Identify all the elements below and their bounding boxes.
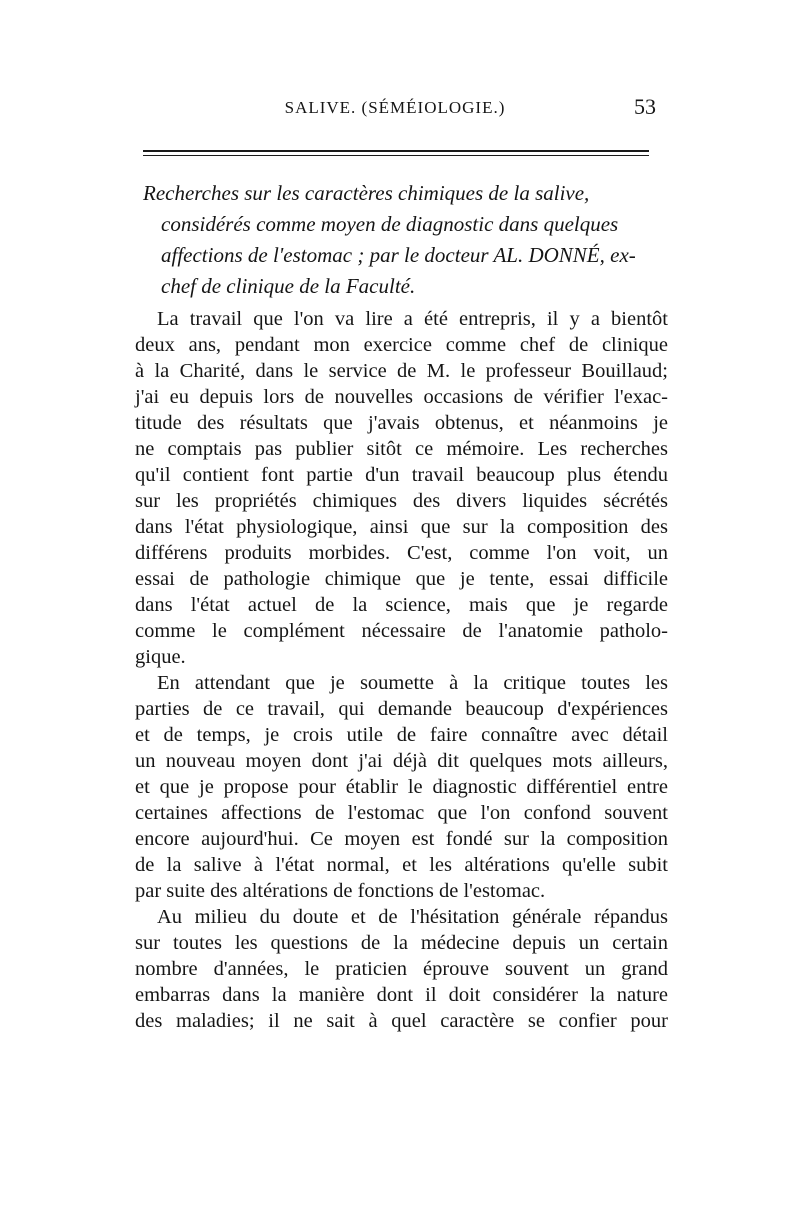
text-line: un nouveau moyen dont j'ai déjà dit quelques mots ailleurs,	[135, 750, 668, 772]
page-number: 53	[634, 94, 656, 119]
heading-line: considérés comme moyen de diagnostic dans quelques	[161, 212, 619, 236]
text-line: de la salive à l'état normal, et les altérations qu'elle subit	[135, 854, 668, 876]
text-line: ne comptais pas publier sitôt ce mémoire. Les recherches	[135, 438, 668, 460]
heading-line: Recherches sur les caractères chimiques de la salive,	[143, 181, 590, 205]
running-head	[130, 94, 660, 124]
heading-line: affections de l'estomac ; par le docteur AL. DONNÉ, ex-	[161, 243, 636, 267]
text-line: essai de pathologie chimique que je tente, essai difficile	[135, 568, 668, 590]
text-line: encore aujourd'hui. Ce moyen est fondé sur la composition	[135, 828, 668, 850]
text-line: gique.	[135, 646, 186, 668]
heading-line: chef de clinique de la Faculté.	[161, 274, 416, 298]
text-line: j'ai eu depuis lors de nouvelles occasions de vérifier l'exac-	[135, 386, 668, 408]
text-line: différens produits morbides. C'est, comme l'on voit, un	[135, 542, 668, 564]
text-line: qu'il contient font partie d'un travail beaucoup plus étendu	[135, 464, 668, 486]
text-line: embarras dans la manière dont il doit considérer la nature	[135, 984, 668, 1006]
text-line: nombre d'années, le praticien éprouve souvent un grand	[135, 958, 668, 980]
text-line: La travail que l'on va lire a été entrepris, il y a bientôt	[157, 308, 668, 330]
text-line: sur les propriétés chimiques des divers liquides sécrétés	[135, 490, 668, 512]
article-heading	[143, 178, 668, 302]
text-line: parties de ce travail, qui demande beaucoup d'expériences	[135, 698, 668, 720]
header-rule	[143, 150, 649, 152]
text-line: comme le complément nécessaire de l'anatomie patholo-	[135, 620, 668, 642]
text-line: dans l'état physiologique, ainsi que sur la composition des	[135, 516, 668, 538]
text-line: des maladies; il ne sait à quel caractère se confier pour	[135, 1010, 668, 1032]
text-line: à la Charité, dans le service de M. le professeur Bouillaud;	[135, 360, 668, 382]
text-line: Au milieu du doute et de l'hésitation générale répandus	[157, 906, 668, 928]
text-line: certaines affections de l'estomac que l'on confond souvent	[135, 802, 668, 824]
running-title: SALIVE. (SÉMÉIOLOGIE.)	[284, 98, 506, 117]
article-body	[135, 306, 668, 1034]
header-rule-thin	[143, 155, 649, 156]
text-line: titude des résultats que j'avais obtenus, et néanmoins je	[135, 412, 668, 434]
text-line: deux ans, pendant mon exercice comme chef de clinique	[135, 334, 668, 356]
text-line: et de temps, je crois utile de faire connaître avec détail	[135, 724, 668, 746]
text-line: En attendant que je soumette à la critique toutes les	[157, 672, 668, 694]
text-line: par suite des altérations de fonctions de l'estomac.	[135, 880, 546, 902]
text-line: dans l'état actuel de la science, mais que je regarde	[135, 594, 668, 616]
text-line: sur toutes les questions de la médecine depuis un certain	[135, 932, 668, 954]
text-line: et que je propose pour établir le diagnostic différentiel entre	[135, 776, 668, 798]
